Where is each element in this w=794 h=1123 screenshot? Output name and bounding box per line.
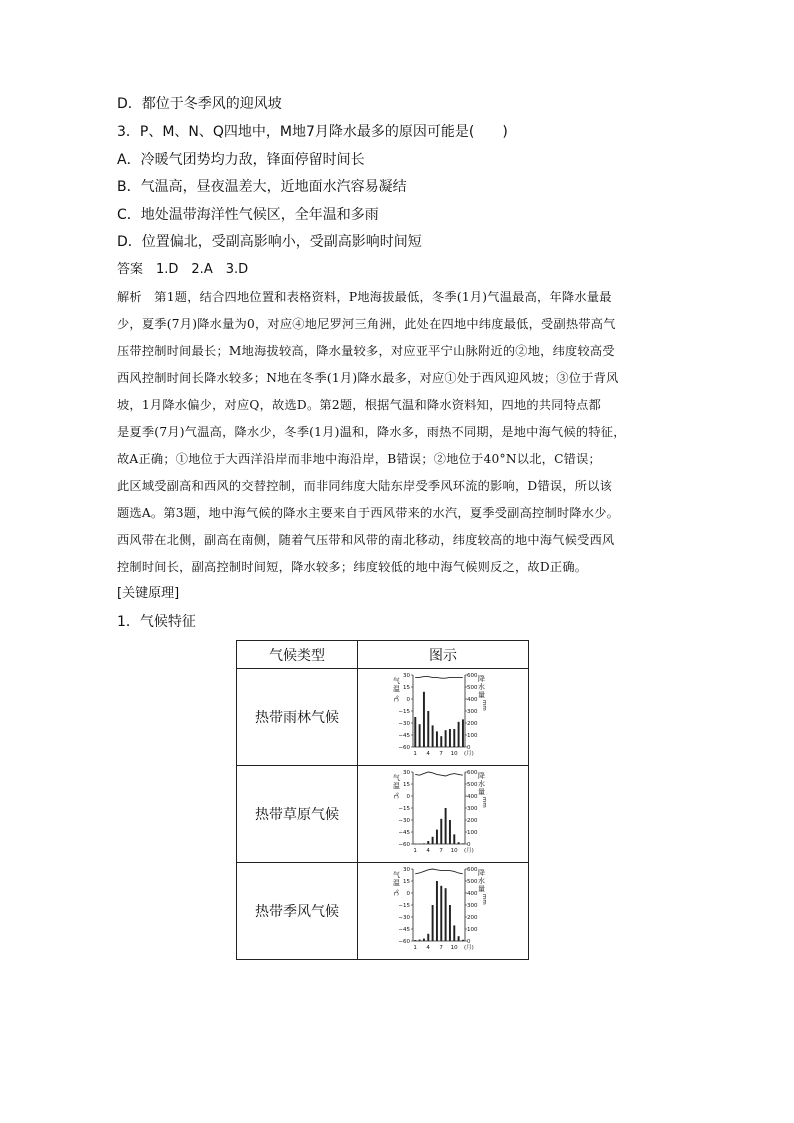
precip-bar	[462, 940, 464, 941]
table-row	[237, 669, 529, 766]
climate-chart-cell	[358, 863, 529, 960]
temp-tick-label: −15	[398, 709, 410, 715]
col-header-figure: 图示	[358, 641, 529, 669]
analysis-line-6: 是夏季(7月)气温高，降水少，冬季(1月)温和，降水多，雨热不同期，是地中海气候的特征，	[117, 425, 626, 439]
temp-axis-title-1: 气	[393, 677, 400, 685]
climate-chart-monsoon	[358, 863, 528, 955]
climate-chart-rainforest	[358, 669, 528, 761]
precip-axis-unit: mm	[481, 894, 487, 905]
precip-tick-label: 200	[467, 721, 478, 727]
temp-tick-label: 30	[403, 867, 410, 873]
temp-axis-title-2: 温	[393, 782, 400, 790]
precip-bar	[462, 719, 464, 747]
precip-axis-unit: mm	[481, 700, 487, 711]
precip-bar	[436, 881, 438, 941]
analysis-line-2: 少，夏季(7月)降水量为0，对应④地尼罗河三角洲，此处在四地中纬度最低，受副热带高气	[117, 317, 616, 331]
precip-bar	[427, 841, 429, 844]
month-tick-label: 1	[413, 945, 417, 951]
precip-bar	[462, 843, 464, 844]
precip-bar	[419, 940, 421, 941]
analysis-line-7: 故A正确；①地位于大西洋沿岸而非地中海沿岸，B错误；②地位于40°N以北，C错误；	[117, 452, 601, 466]
precip-bar	[453, 834, 455, 844]
precip-axis-title-2: 水	[478, 780, 485, 788]
month-tick-label: 4	[426, 751, 430, 757]
analysis-line-9: 题选A。第3题，地中海气候的降水主要来自于西风带来的水汽，夏季受副高控制时降水少。	[117, 506, 620, 520]
precip-tick-label: 100	[467, 830, 478, 836]
temp-tick-label: −30	[398, 818, 410, 824]
precip-axis-title-3: 量	[478, 691, 485, 699]
temp-axis-title-1: 气	[393, 774, 400, 782]
answer-line: 答案 1.D 2.A 3.D	[117, 262, 249, 277]
month-axis-unit: (月)	[464, 848, 474, 854]
climate-name: 热带草原气候	[237, 766, 358, 863]
climate-chart-cell	[358, 669, 529, 766]
precip-bar	[449, 905, 451, 941]
temp-axis-title-2: 温	[393, 879, 400, 887]
precip-tick-label: 0	[467, 842, 471, 848]
precip-tick-label: 0	[467, 939, 471, 945]
precip-tick-label: 500	[467, 782, 478, 788]
precip-bar	[414, 940, 416, 941]
analysis-line-1: 解析 第1题，结合四地位置和表格资料，P地海拔最低，冬季(1月)气温最高，年降水量最	[117, 290, 612, 304]
precip-bar	[458, 842, 460, 844]
precip-tick-label: 200	[467, 818, 478, 824]
precip-bar	[419, 724, 421, 747]
month-tick-label: 1	[413, 848, 417, 854]
precip-bar	[432, 725, 434, 747]
analysis-line-4: 西风控制时间长降水较多；N地在冬季(1月)降水最多，对应①处于西风迎风坡；③位于背风	[117, 371, 619, 385]
table-header-row	[237, 641, 529, 669]
precip-tick-label: 500	[467, 685, 478, 691]
precip-bar	[432, 905, 434, 941]
month-tick-label: 7	[439, 945, 443, 951]
analysis-line-8: 此区域受副高和西风的交替控制，而非同纬度大陆东岸受季风环流的影响，D错误，所以该	[117, 479, 613, 493]
month-tick-label: 7	[439, 848, 443, 854]
subheading-climate-features: 1．气候特征	[117, 614, 196, 630]
temp-tick-label: 0	[406, 697, 410, 703]
temp-curve	[415, 869, 463, 874]
precip-bar	[449, 820, 451, 844]
temp-tick-label: −60	[398, 745, 410, 751]
precip-bar	[445, 888, 447, 941]
precip-axis-title-1: 降	[478, 869, 485, 877]
precip-bar	[436, 731, 438, 747]
precip-tick-label: 100	[467, 927, 478, 933]
month-axis-unit: (月)	[464, 945, 474, 951]
analysis-line-3: 压带控制时间最长；M地海拔较高，降水量较多，对应亚平宁山脉附近的②地，纬度较高受	[117, 344, 615, 358]
precip-bar	[432, 837, 434, 844]
precip-tick-label: 400	[467, 891, 478, 897]
analysis-line-11: 控制时间长，副高控制时间短，降水较多；纬度较低的地中海气候则反之，故D正确。	[117, 560, 588, 574]
analysis-line-10: 西风带在北侧，副高在南侧，随着气压带和风带的南北移动，纬度较高的地中海气候受西风	[117, 533, 615, 547]
temp-axis-title-2: 温	[393, 685, 400, 693]
temp-tick-label: −15	[398, 806, 410, 812]
temp-tick-label: −15	[398, 903, 410, 909]
precip-tick-label: 300	[467, 903, 478, 909]
option-c: C．地处温带海洋性气候区，全年温和多雨	[117, 207, 379, 223]
precip-axis-title-1: 降	[478, 675, 485, 683]
question-3: 3．P、M、N、Q四地中，M地7月降水最多的原因可能是( )	[117, 124, 508, 140]
precip-tick-label: 500	[467, 879, 478, 885]
precip-bar	[436, 830, 438, 844]
precip-axis-unit: mm	[481, 797, 487, 808]
climate-chart-cell	[358, 766, 529, 863]
temp-tick-label: 0	[406, 891, 410, 897]
month-tick-label: 10	[450, 945, 458, 951]
temp-curve	[415, 772, 463, 776]
precip-bar	[427, 934, 429, 941]
temp-axis-unit: ℃	[392, 695, 399, 702]
temp-tick-label: −60	[398, 939, 410, 945]
precip-bar	[414, 717, 416, 747]
month-tick-label: 7	[439, 751, 443, 757]
option-d-q3: D．位置偏北，受副高影响小，受副高影响时间短	[117, 234, 422, 250]
precip-tick-label: 400	[467, 697, 478, 703]
temp-tick-label: 15	[403, 685, 410, 691]
month-tick-label: 4	[426, 848, 430, 854]
precip-tick-label: 600	[467, 867, 478, 873]
option-b: B．气温高，昼夜温差大，近地面水汽容易凝结	[117, 179, 407, 195]
climate-name: 热带季风气候	[237, 863, 358, 960]
temp-tick-label: −60	[398, 842, 410, 848]
precip-tick-label: 0	[467, 745, 471, 751]
temp-tick-label: −45	[398, 830, 410, 836]
analysis-line-5: 坡，1月降水偏少，对应Q，故选D。第2题，根据气温和降水资料知，四地的共同特点都	[117, 398, 602, 412]
precip-bar	[427, 711, 429, 747]
precip-tick-label: 100	[467, 733, 478, 739]
precip-bar	[440, 736, 442, 747]
precip-bar	[423, 843, 425, 844]
month-tick-label: 10	[450, 848, 458, 854]
precip-bar	[440, 819, 442, 844]
precip-axis-title-2: 水	[478, 683, 485, 691]
option-a: A．冷暖气团势均力敌，锋面停留时间长	[117, 152, 365, 168]
month-axis-unit: (月)	[464, 751, 474, 757]
precip-bar	[445, 730, 447, 747]
climate-table	[236, 640, 529, 960]
table-row	[237, 766, 529, 863]
precip-bar	[453, 925, 455, 941]
temp-tick-label: −30	[398, 721, 410, 727]
temp-tick-label: 30	[403, 673, 410, 679]
precip-tick-label: 300	[467, 806, 478, 812]
precip-bar	[423, 692, 425, 747]
precip-bar	[440, 886, 442, 941]
precip-tick-label: 600	[467, 673, 478, 679]
temp-curve	[415, 677, 463, 679]
col-header-type: 气候类型	[237, 641, 358, 669]
precip-tick-label: 600	[467, 770, 478, 776]
climate-name: 热带雨林气候	[237, 669, 358, 766]
temp-axis-title-1: 气	[393, 871, 400, 879]
temp-tick-label: 30	[403, 770, 410, 776]
table-row	[237, 863, 529, 960]
precip-axis-title-2: 水	[478, 877, 485, 885]
precip-bar	[449, 729, 451, 747]
precip-tick-label: 400	[467, 794, 478, 800]
temp-tick-label: −30	[398, 915, 410, 921]
precip-bar	[458, 936, 460, 941]
temp-tick-label: 15	[403, 782, 410, 788]
month-tick-label: 1	[413, 751, 417, 757]
climate-chart-savanna	[358, 766, 528, 858]
temp-tick-label: −45	[398, 927, 410, 933]
precip-bar	[445, 808, 447, 844]
precip-axis-title-3: 量	[478, 788, 485, 796]
precip-bar	[453, 729, 455, 747]
temp-tick-label: 0	[406, 794, 410, 800]
temp-axis-unit: ℃	[392, 889, 399, 896]
precip-tick-label: 300	[467, 709, 478, 715]
precip-axis-title-1: 降	[478, 772, 485, 780]
precip-bar	[458, 722, 460, 747]
month-tick-label: 10	[450, 751, 458, 757]
precip-tick-label: 200	[467, 915, 478, 921]
temp-tick-label: 15	[403, 879, 410, 885]
temp-tick-label: −45	[398, 733, 410, 739]
option-d-q2: D．都位于冬季风的迎风坡	[117, 96, 282, 112]
precip-bar	[423, 939, 425, 941]
temp-axis-unit: ℃	[392, 792, 399, 799]
key-principle-header: [关键原理]	[117, 586, 180, 601]
month-tick-label: 4	[426, 945, 430, 951]
precip-axis-title-3: 量	[478, 885, 485, 893]
